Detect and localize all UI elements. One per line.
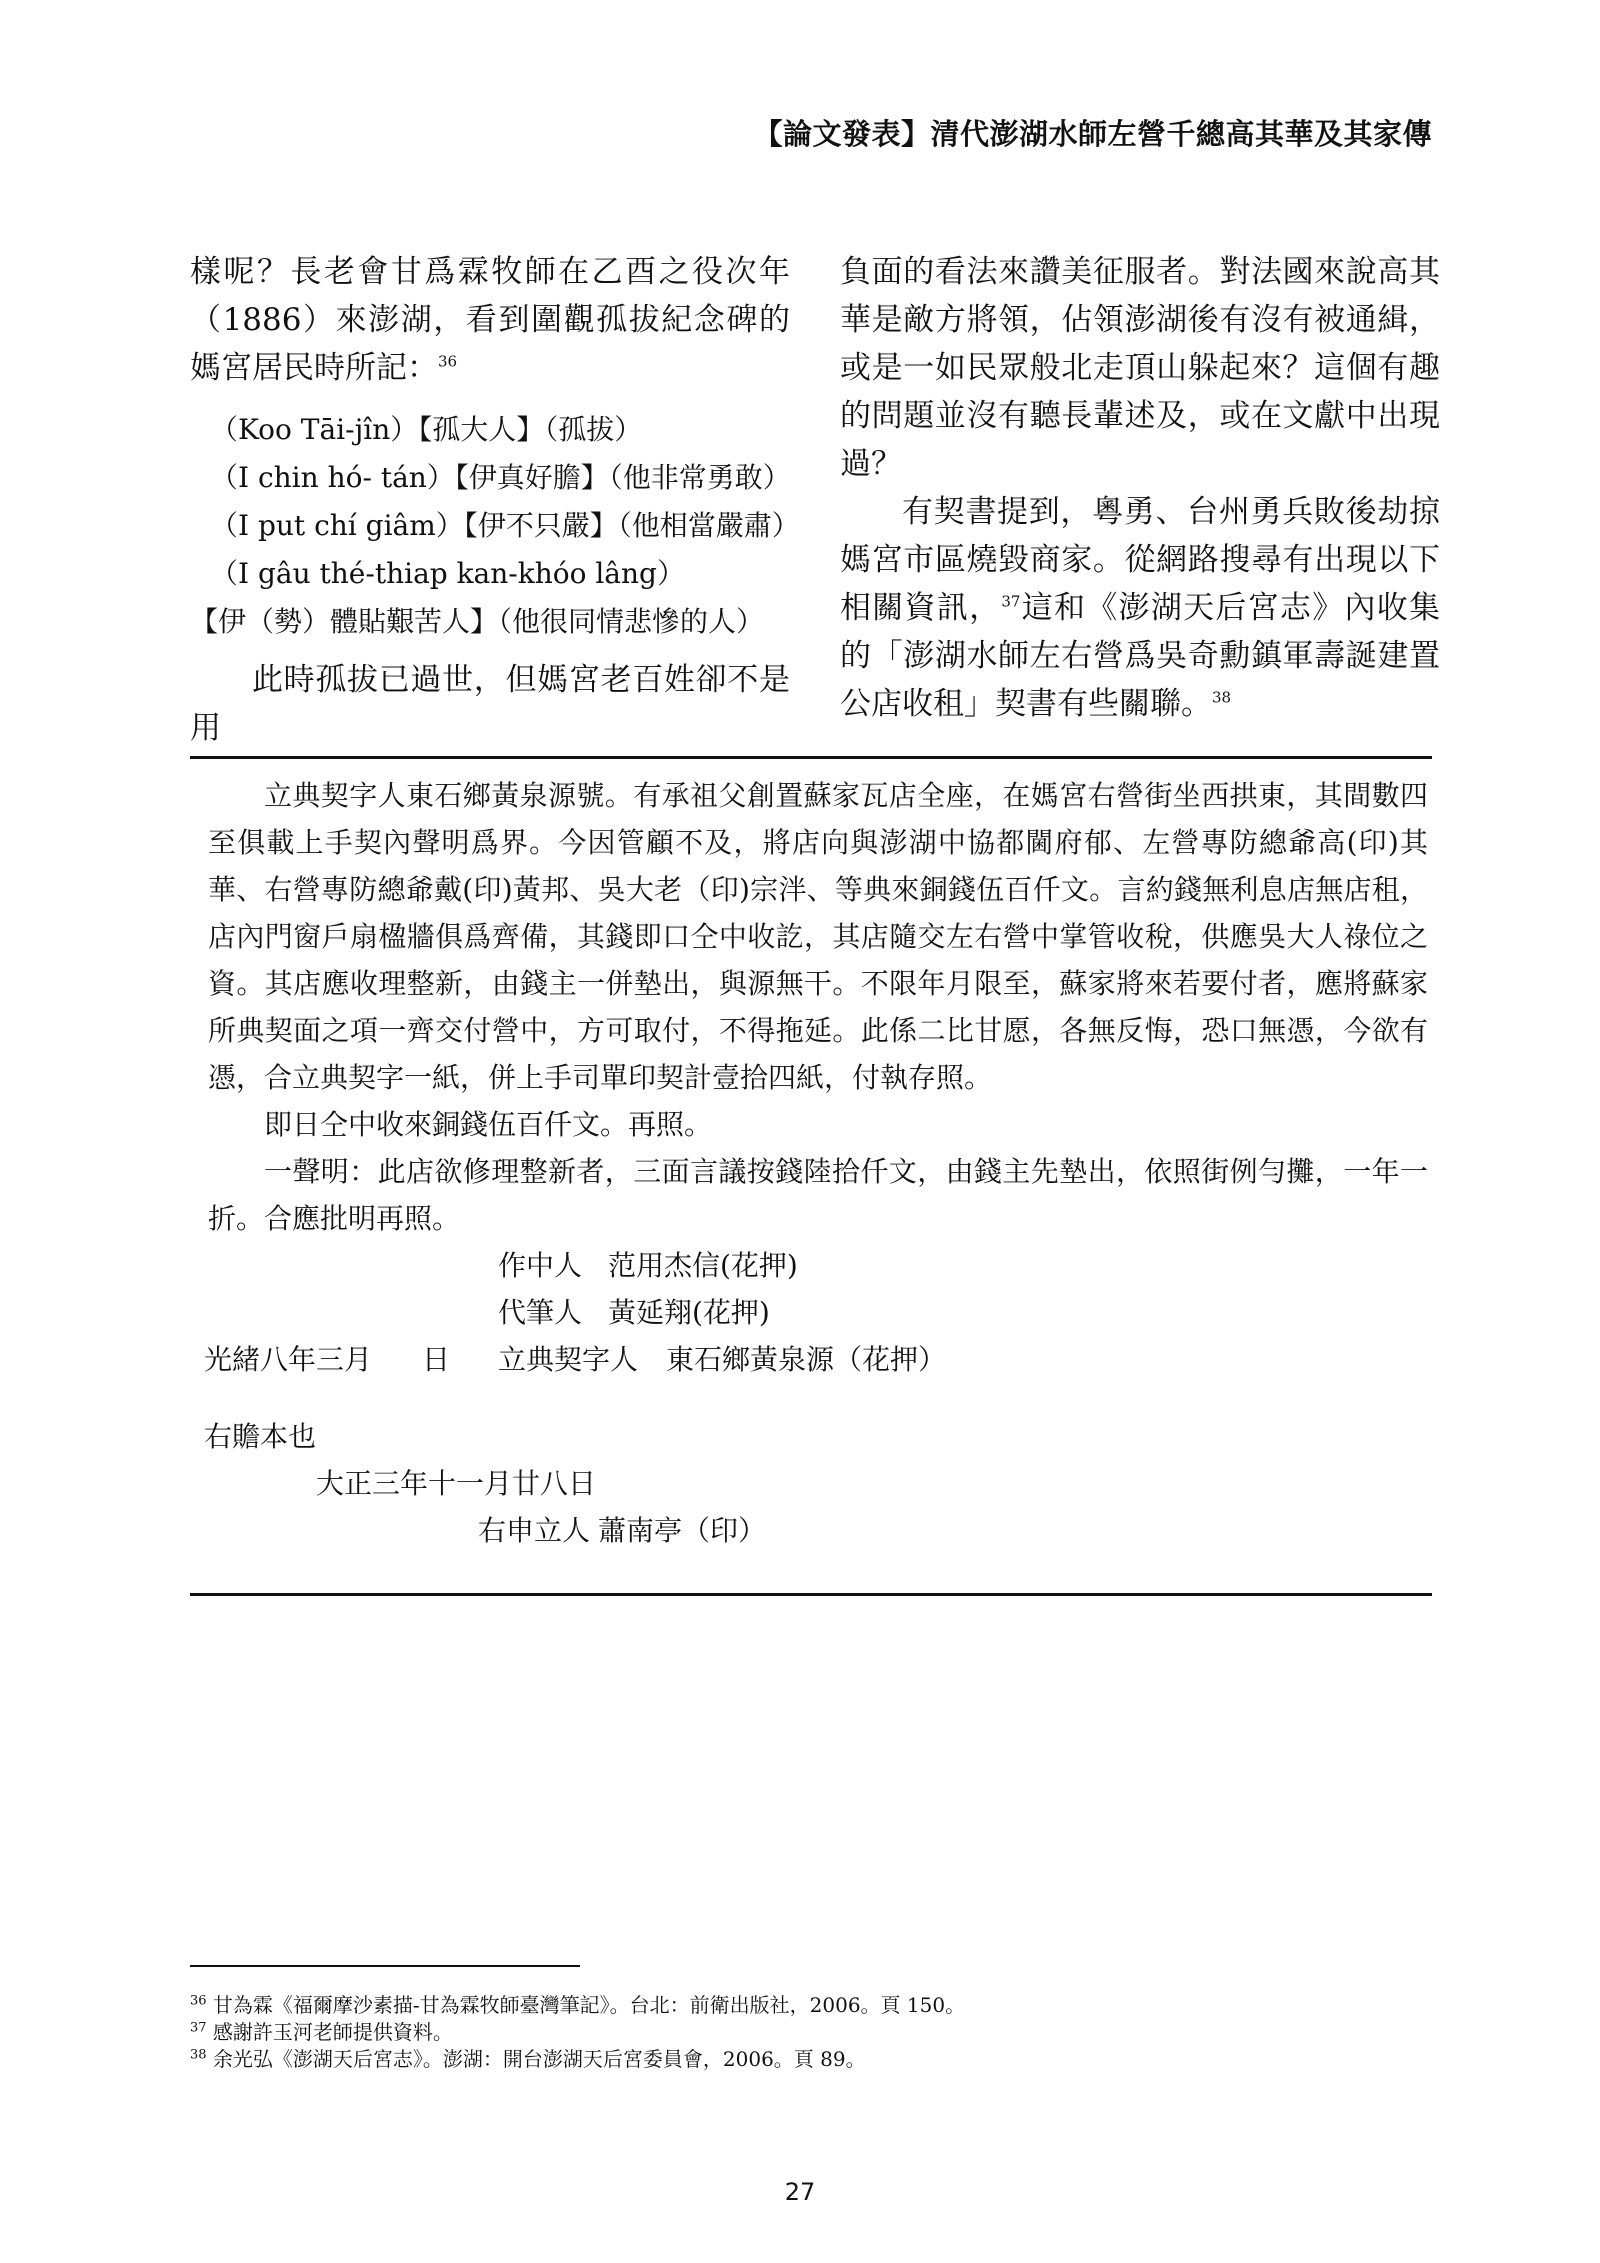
contract-date: 光緒八年三月 xyxy=(204,1343,373,1376)
endorsement-date-row xyxy=(208,1460,1428,1507)
scribe-name: 黃延翔(花押) xyxy=(608,1296,770,1329)
applicant-name: 蕭南亭（印） xyxy=(598,1514,767,1547)
poem-line: （Koo Tāi-jîn）【孤大人】（孤拔） xyxy=(210,413,643,446)
continuation-paragraph: 負面的看法來讚美征服者。對法國來說高其華是敵方將領，佔領澎湖後有沒有被通緝，或是一如民眾般北走頂山躲起來？這個有趣的問題並沒有聽長輩述及，或在文獻中出現過？ xyxy=(840,254,1440,482)
para2-text-a: 有契書提到，粵勇、台州勇兵敗後劫掠媽宮市區燒毀商家。從網路搜尋有出現以下相關資訊， xyxy=(840,494,1440,626)
contract-top-rule xyxy=(190,756,1432,759)
page-number: 27 xyxy=(784,2178,816,2206)
footnote-text: 感謝許玉河老師提供資料。 xyxy=(212,2020,453,2044)
footnotes xyxy=(190,1992,965,2073)
poem-line: （I chin hó- tán）【伊真好膽】（他非常勇敢） xyxy=(210,461,791,494)
middleman-role: 作中人 xyxy=(498,1249,583,1282)
contract-receipt: 即日仝中收來銅錢伍百仟文。再照。 xyxy=(264,1108,713,1141)
footnote-ref-36: 36 xyxy=(438,352,458,371)
intro-text: 樣呢？長老會甘爲霖牧師在乙酉之役次年（1886）來澎湖，看到圍觀孤拔紀念碑的媽宮居民時所記： xyxy=(190,254,790,386)
footnote-number: 36 xyxy=(190,1993,207,2009)
intro-paragraph xyxy=(190,248,790,392)
running-header: 【論文發表】清代澎湖水師左營千總高其華及其家傳 xyxy=(753,117,1432,151)
contract-block xyxy=(204,772,1428,1554)
footnote-ref-37: 37 xyxy=(1001,592,1021,611)
signature-middleman xyxy=(208,1242,1428,1289)
contract-declaration: 一聲明：此店欲修理整新者，三面言議按錢陸拾仟文，由錢主先墊出，依照街例勻攤，一年一折。合應批明再照。 xyxy=(208,1155,1428,1235)
footnote-item xyxy=(190,2046,965,2073)
contract-day: 日 xyxy=(422,1343,451,1376)
signature-party xyxy=(204,1336,1428,1383)
poem-line: 【伊（勢）體貼艱苦人】（他很同情悲慘的人） xyxy=(190,605,765,638)
party-name: 東石鄉黃泉源（花押） xyxy=(666,1343,947,1376)
footnote-ref-38: 38 xyxy=(1212,688,1232,707)
closing-paragraph: 此時孤拔已過世，但媽宮老百姓卻不是用 xyxy=(190,662,790,746)
footnote-separator xyxy=(190,1965,580,1967)
poem-line: （I put chí giâm）【伊不只嚴】（他相當嚴肅） xyxy=(210,509,800,542)
poem-line: （I gâu thé-thiap kan-khóo lâng） xyxy=(210,557,685,590)
endorsement xyxy=(204,1413,1428,1460)
middleman-name: 范用杰信(花押) xyxy=(608,1249,798,1282)
applicant-row xyxy=(208,1507,1428,1554)
endorse-text: 右贍本也 xyxy=(204,1420,317,1453)
scribe-role: 代筆人 xyxy=(498,1296,583,1329)
footnote-item xyxy=(190,1992,965,2019)
left-column xyxy=(190,248,800,752)
footnote-text: 甘為霖《福爾摩沙素描-甘為霖牧師臺灣筆記》。台北：前衛出版社，2006。頁 150。 xyxy=(212,1993,966,2017)
endorse-date: 大正三年十一月廿八日 xyxy=(316,1467,597,1500)
contract-body: 立典契字人東石鄉黃泉源號。有承祖父創置蘇家瓦店全座，在媽宮右營街坐西拱東，其間數四至俱載上手契內聲明爲界。今因管顧不及，將店向與澎湖中協都閫府郁、左營專防總爺高(印)其華、右營專防總爺戴(印)黃邦、吳大老（印)宗泮、等典來銅錢伍百仟文。言約錢無利息店無店租，店內門窗戶扇楹牆俱爲齊備，其錢即口仝中收訖，其店隨交左右營中掌管收稅，供應吳大人祿位之資。其店應收理整新，由錢主一併墊出，與源無干。不限年月限至，蘇家將來若要付者，應將蘇家所典契面之項一齊交付營中，方可取付，不得拖延。此係二比甘愿，各無反悔，恐口無憑，今欲有憑，合立典契字一紙，併上手司單印契計壹拾四紙，付執存照。 xyxy=(208,779,1428,1094)
contract-intro-paragraph xyxy=(840,488,1440,728)
party-role: 立典契字人 xyxy=(498,1343,639,1376)
footnote-number: 37 xyxy=(190,2020,207,2036)
right-column xyxy=(840,248,1440,728)
para2-text-b: 這和《澎湖天后宮志》內收集的「澎湖水師左右營爲吳奇勳鎮軍壽誕建置公店收租」契書有些關聯。 xyxy=(840,590,1441,722)
poem-block xyxy=(190,406,800,646)
footnote-text: 余光弘《澎湖天后宮志》。澎湖：開台澎湖天后宮委員會，2006。頁 89。 xyxy=(212,2047,866,2071)
footnote-item xyxy=(190,2019,965,2046)
signature-scribe xyxy=(208,1289,1428,1336)
contract-bottom-rule xyxy=(190,1593,1432,1596)
footnote-number: 38 xyxy=(190,2047,207,2063)
applicant-role: 右申立人 xyxy=(478,1514,591,1547)
